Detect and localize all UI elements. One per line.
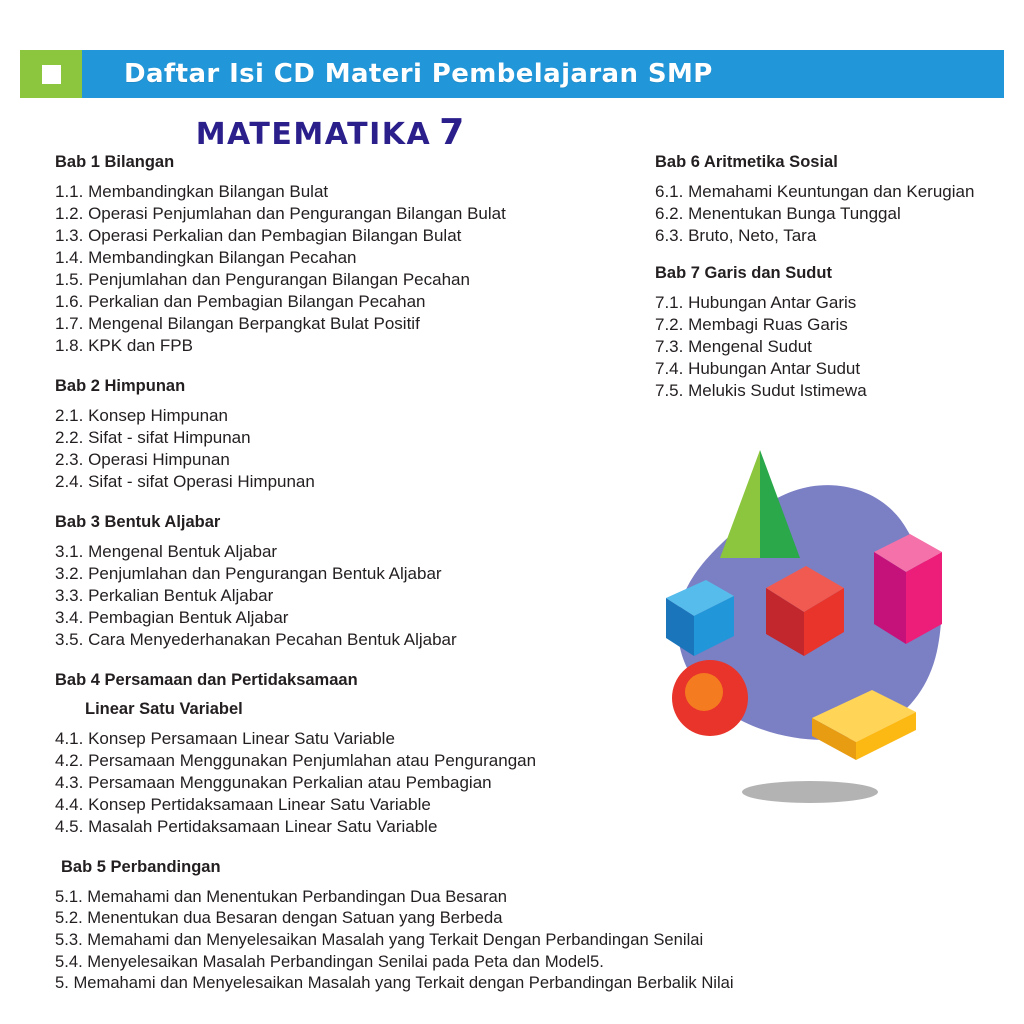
toc-item: 5.2. Menentukan dua Besaran dengan Satuan yang Berbeda bbox=[55, 908, 503, 928]
toc-item: 7.4. Hubungan Antar Sudut bbox=[655, 358, 861, 378]
toc-item: 4.3. Persamaan Menggunakan Perkalian atau Pembagian bbox=[55, 772, 492, 792]
toc-item: 2.3. Operasi Himpunan bbox=[55, 450, 230, 470]
toc-item: 6.3. Bruto, Neto, Tara bbox=[655, 225, 817, 245]
header-square-badge bbox=[20, 50, 82, 98]
subject-name: MATEMATIKA bbox=[195, 117, 432, 152]
toc-item: 4.2. Persamaan Menggunakan Penjumlahan atau Pengurangan bbox=[55, 750, 537, 770]
chapter-heading-2: Bab 2 Himpunan bbox=[55, 377, 186, 396]
chapter-heading-4: Bab 4 Persamaan dan Pertidaksamaan bbox=[55, 671, 358, 690]
toc-item: 6.1. Memahami Keuntungan dan Kerugian bbox=[655, 181, 975, 201]
circle-orange bbox=[685, 673, 723, 711]
toc-item: 2.4. Sifat - sifat Operasi Himpunan bbox=[55, 472, 315, 492]
cube-pink bbox=[874, 534, 942, 644]
toc-item: 1.1. Membandingkan Bilangan Bulat bbox=[55, 181, 329, 201]
toc-item: 1.8. KPK dan FPB bbox=[55, 336, 193, 356]
geometric-shapes-illustration bbox=[648, 440, 1024, 830]
toc-item: 7.1. Hubungan Antar Garis bbox=[655, 292, 857, 312]
toc-item: 5.4. Menyelesaikan Masalah Perbandingan Senilai pada Peta dan Model5. bbox=[55, 951, 604, 971]
chapter-heading-7: Bab 7 Garis dan Sudut bbox=[655, 263, 832, 282]
toc-item: 5.1. Memahami dan Menentukan Perbandingan Dua Besaran bbox=[55, 886, 508, 906]
toc-item: 4.4. Konsep Pertidaksamaan Linear Satu Variable bbox=[55, 795, 431, 814]
header-banner bbox=[20, 50, 1004, 98]
subject-grade: 7 bbox=[439, 112, 465, 153]
shadow-ellipse bbox=[742, 781, 878, 803]
chapter-group-7 bbox=[655, 263, 1020, 402]
chapter-heading-3: Bab 3 Bentuk Aljabar bbox=[55, 513, 221, 532]
chapter-heading-1: Bab 1 Bilangan bbox=[55, 153, 175, 171]
chapter-group-1 bbox=[55, 152, 655, 357]
toc-item: 3.1. Mengenal Bentuk Aljabar bbox=[55, 542, 278, 561]
chapter-heading-6: Bab 6 Aritmetika Sosial bbox=[655, 153, 838, 171]
chapter-group-3 bbox=[55, 512, 655, 651]
page-title: Daftar Isi CD Materi Pembelajaran SMP bbox=[124, 59, 713, 89]
toc-item: 7.3. Mengenal Sudut bbox=[655, 336, 812, 356]
chapter-group-6 bbox=[655, 152, 1020, 247]
toc-item: 3.4. Pembagian Bentuk Aljabar bbox=[55, 608, 289, 628]
toc-item: 1.3. Operasi Perkalian dan Pembagian Bilangan Bulat bbox=[55, 225, 462, 245]
toc-item: 2.1. Konsep Himpunan bbox=[55, 406, 228, 425]
toc-item: 1.2. Operasi Penjumlahan dan Pengurangan Bilangan Bulat bbox=[55, 203, 506, 223]
toc-item: 2.2. Sifat - sifat Himpunan bbox=[55, 428, 251, 448]
toc-item: 1.7. Mengenal Bilangan Berpangkat Bulat Positif bbox=[55, 314, 420, 334]
toc-item: 5. Memahami dan Menyelesaikan Masalah yang Terkait dengan Perbandingan Berbalik Nilai bbox=[55, 973, 734, 993]
toc-item: 5.3. Memahami dan Menyelesaikan Masalah yang Terkait Dengan Perbandingan Senilai bbox=[55, 929, 704, 949]
chapter-heading-5: Bab 5 Perbandingan bbox=[61, 858, 221, 877]
toc-item: 4.5. Masalah Pertidaksamaan Linear Satu Variable bbox=[55, 817, 438, 837]
toc-item: 1.6. Perkalian dan Pembagian Bilangan Pecahan bbox=[55, 292, 426, 312]
subject-title bbox=[0, 112, 660, 153]
chapter-heading-4-line2: Linear Satu Variabel bbox=[85, 700, 243, 719]
chapter-group-2 bbox=[55, 376, 655, 493]
chapter-group-5 bbox=[55, 857, 734, 993]
toc-item: 6.2. Menentukan Bunga Tunggal bbox=[655, 203, 901, 223]
toc-item: 3.3. Perkalian Bentuk Aljabar bbox=[55, 586, 274, 606]
header-bar bbox=[82, 50, 1004, 98]
toc-item: 3.2. Penjumlahan dan Pengurangan Bentuk Aljabar bbox=[55, 564, 442, 584]
toc-item: 7.5. Melukis Sudut Istimewa bbox=[655, 380, 867, 400]
toc-item: 1.5. Penjumlahan dan Pengurangan Bilangan Pecahan bbox=[55, 270, 470, 289]
toc-item: 4.1. Konsep Persamaan Linear Satu Variable bbox=[55, 728, 395, 748]
chapter-group-4 bbox=[55, 670, 655, 838]
white-square-icon bbox=[42, 65, 61, 84]
toc-item: 3.5. Cara Menyederhanakan Pecahan Bentuk Aljabar bbox=[55, 630, 457, 650]
toc-right-column bbox=[655, 152, 1020, 418]
toc-item: 7.2. Membagi Ruas Garis bbox=[655, 314, 848, 334]
toc-item: 1.4. Membandingkan Bilangan Pecahan bbox=[55, 247, 357, 267]
